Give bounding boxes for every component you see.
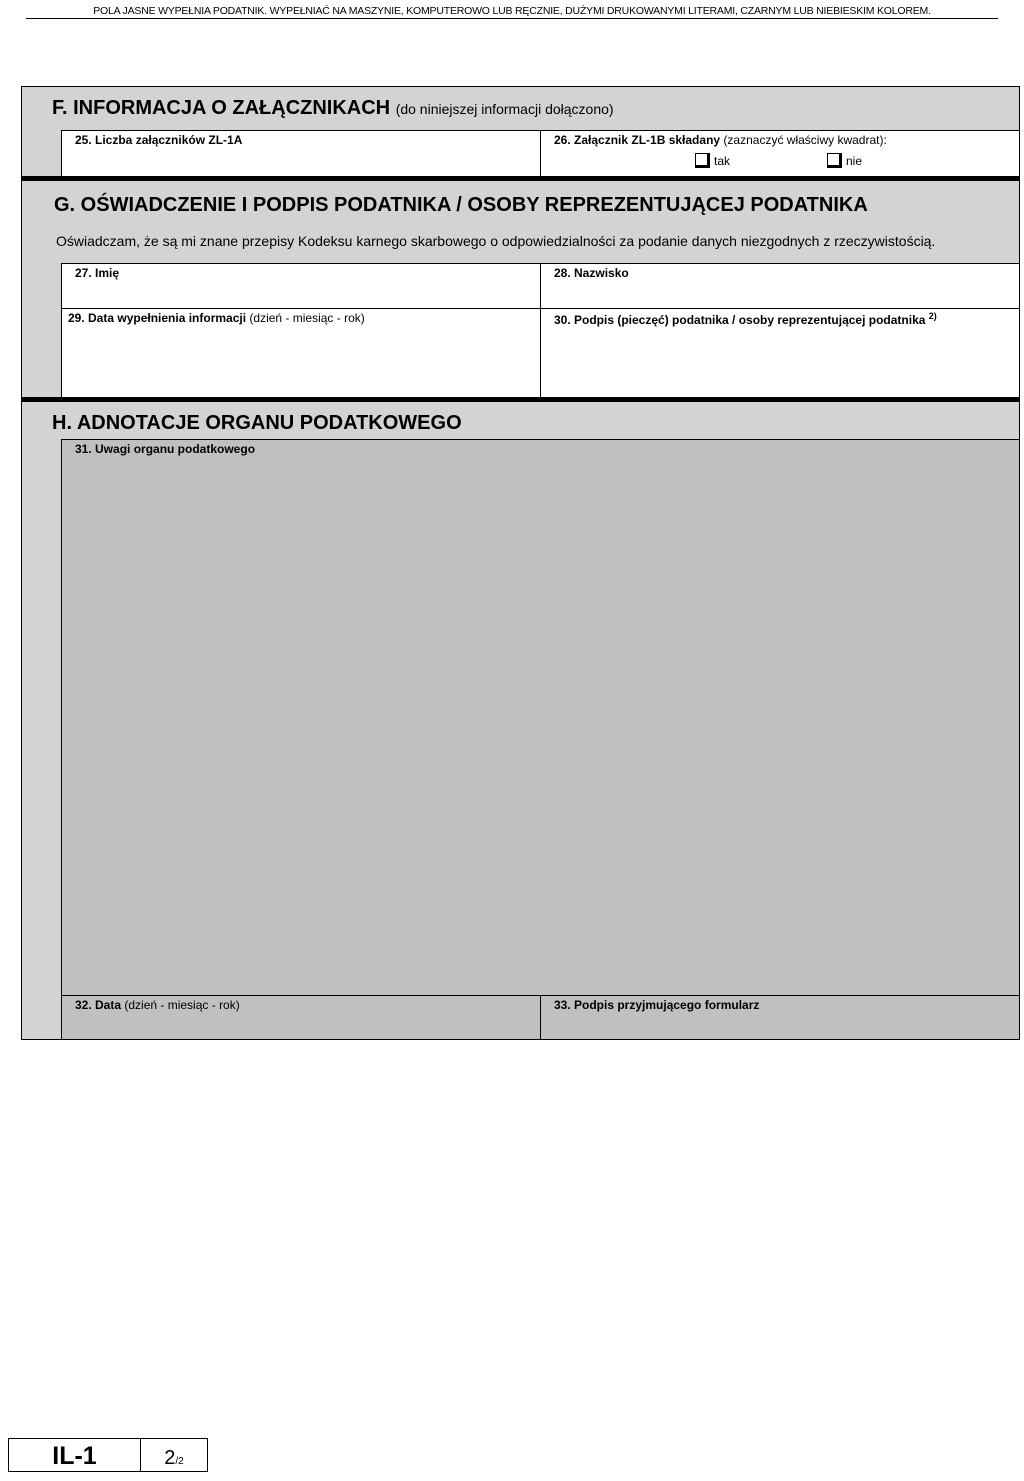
top-divider — [26, 18, 998, 19]
field-29-note: (dzień - miesiąc - rok) — [249, 311, 365, 325]
field-33-label: 33. Podpis przyjmującego formularz — [554, 998, 760, 1012]
field-27-label: 27. Imię — [75, 266, 120, 280]
section-h-title: H. ADNOTACJE ORGANU PODATKOWEGO — [52, 412, 462, 434]
option-nie[interactable] — [827, 153, 862, 168]
field-32-label-text: 32. Data — [75, 998, 122, 1012]
field-28-label: 28. Nazwisko — [554, 266, 629, 280]
option-tak[interactable] — [695, 153, 730, 168]
section-f-title — [52, 97, 614, 120]
field-26-attachment-zl1b — [540, 130, 1020, 177]
section-g-title: G. OŚWIADCZENIE I PODPIS PODATNIKA / OSOBY REPREZENTUJĄCEJ PODATNIKA — [54, 194, 868, 216]
option-tak-label: tak — [714, 154, 731, 168]
page-number — [140, 1438, 208, 1472]
form-code: IL-1 — [8, 1438, 141, 1472]
declaration-text: Oświadczam, że są mi znane przepisy Kodeksu karnego skarbowego o odpowiedzialności za podanie danych niezgodnych z rzeczywistością. — [56, 233, 936, 249]
field-27-first-name[interactable] — [61, 263, 541, 309]
field-28-last-name[interactable] — [540, 263, 1020, 309]
field-30-footnote: 2) — [928, 311, 937, 321]
field-29-fill-date[interactable] — [61, 308, 541, 398]
section-f-subtitle: (do niniejszej informacji dołączono) — [395, 101, 614, 117]
field-29-label-text: 29. Data wypełnienia informacji — [68, 311, 247, 325]
field-30-label-text: 30. Podpis (pieczęć) podatnika / osoby reprezentującej podatnika — [554, 313, 926, 327]
field-33-receiver-signature[interactable] — [540, 995, 1020, 1040]
page-current: 2 — [164, 1447, 176, 1469]
option-nie-label: nie — [846, 154, 863, 168]
field-32-label — [75, 998, 240, 1012]
fill-instructions-notice: POLA JASNE WYPEŁNIA PODATNIK. WYPEŁNIAĆ NA MASZYNIE, KOMPUTEROWO LUB RĘCZNIE, DUŻYMI DRUKOWANYMI LITERAMI, CZARNYM LUB NIEBIESKIM KOLOREM. — [93, 5, 931, 17]
field-26-label — [554, 133, 887, 147]
field-26-label-text: 26. Załącznik ZL-1B składany — [554, 133, 721, 147]
field-32-date[interactable] — [61, 995, 541, 1040]
checkbox-tak[interactable] — [695, 153, 710, 168]
checkbox-nie[interactable] — [827, 153, 842, 168]
field-32-note: (dzień - miesiąc - rok) — [124, 998, 240, 1012]
field-25-attachments-count[interactable] — [61, 130, 541, 177]
field-29-label — [68, 311, 365, 325]
page-total: /2 — [175, 1456, 184, 1467]
field-31-office-remarks[interactable] — [61, 439, 1020, 996]
section-f-title-text: F. INFORMACJA O ZAŁĄCZNIKACH — [52, 97, 391, 119]
field-31-label: 31. Uwagi organu podatkowego — [75, 442, 256, 456]
field-30-signature[interactable] — [540, 308, 1020, 398]
field-25-label: 25. Liczba załączników ZL-1A — [75, 133, 243, 147]
field-30-label — [554, 311, 937, 327]
field-26-note: (zaznaczyć właściwy kwadrat): — [723, 133, 887, 147]
